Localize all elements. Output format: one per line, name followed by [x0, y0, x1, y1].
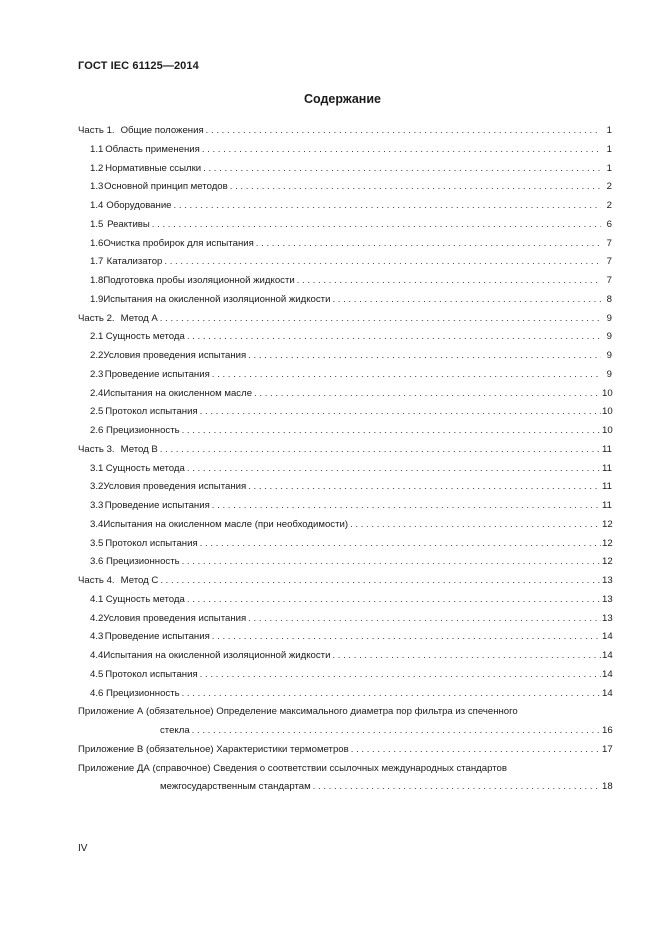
- toc-entry-label: Метод В: [120, 443, 158, 455]
- document-header: ГОСТ IEC 61125—2014: [78, 60, 199, 72]
- toc-entry-page: 11: [602, 481, 612, 493]
- toc-entry-page: 2: [606, 200, 612, 211]
- toc-entry[interactable]: [78, 272, 612, 291]
- toc-entry-page: 14: [602, 631, 613, 643]
- dot-leader: [256, 235, 601, 254]
- toc-entry-page: 2: [606, 181, 612, 193]
- dot-leader: [182, 685, 601, 704]
- toc-entry-page: 11: [602, 500, 612, 511]
- toc-entry-number: 1.1: [90, 143, 104, 155]
- dot-leader: [200, 403, 601, 422]
- toc-entry[interactable]: [78, 328, 612, 347]
- toc-title: Содержание: [303, 92, 381, 106]
- toc-entry-number: 1.2: [90, 162, 104, 174]
- toc-entry-page: 7: [606, 237, 612, 249]
- dot-leader: [297, 272, 601, 291]
- dot-leader: [182, 422, 601, 441]
- toc-entry-number: 4.6: [90, 687, 104, 699]
- toc-entry-label: Сущность метода: [105, 593, 185, 605]
- toc-entry-label: Сущность метода: [105, 331, 185, 343]
- dot-leader: [332, 291, 601, 310]
- dot-leader: [187, 460, 601, 479]
- toc-entry-page: 1: [606, 143, 612, 155]
- toc-entry-number: Часть 2.: [78, 312, 115, 324]
- toc-entry[interactable]: [78, 422, 612, 441]
- toc-entry-number: 4.2: [90, 612, 104, 624]
- toc-entry-label: Испытания на окисленном масле: [103, 387, 253, 399]
- toc-entry-label: Реактивы: [107, 218, 150, 230]
- appendix-entry-title[interactable]: Приложение А (обязательное) Определение максимального диаметра пор фильтра из спеченного: [78, 706, 518, 718]
- toc-entry-number: 1.6: [90, 237, 104, 249]
- dot-leader: [192, 722, 601, 741]
- toc-entry-page: 11: [602, 462, 612, 474]
- toc-entry-label: Протокол испытания: [105, 668, 198, 680]
- toc-entry-label: Очистка пробирок для испытания: [103, 237, 254, 249]
- toc-entry-page: 14: [602, 650, 613, 661]
- toc-entry-page: 12: [602, 518, 613, 530]
- toc-entry-label: Прецизионность: [105, 556, 180, 568]
- toc-entry-label: Условия проведения испытания: [103, 350, 247, 361]
- toc-entry[interactable]: [78, 197, 612, 216]
- appendix-entry-label: стекла: [160, 725, 190, 736]
- toc-entry-label: Испытания на окисленной изоляционной жидкости: [103, 293, 331, 305]
- toc-entry-page: 1: [606, 125, 612, 136]
- toc-entry-label: Испытания на окисленном масле (при необходимости): [103, 518, 349, 530]
- toc-entry-page: 9: [606, 368, 612, 380]
- dot-leader: [254, 385, 601, 404]
- toc-entry[interactable]: [78, 253, 612, 272]
- toc-entry-label: Основной принцип методов: [104, 181, 228, 193]
- toc-entry-number: Часть 1.: [78, 125, 115, 136]
- toc-entry-label: Проведение испытания: [104, 500, 210, 511]
- dot-leader: [187, 591, 601, 610]
- toc-entry-page: 13: [602, 575, 613, 586]
- page-number: IV: [78, 843, 88, 854]
- toc-entry[interactable]: [78, 216, 612, 235]
- toc-entry-label: Катализатор: [106, 256, 163, 268]
- appendix-entry-page: 16: [602, 725, 613, 736]
- toc-entry-number: 3.5: [90, 537, 104, 549]
- toc-entry-page: 10: [602, 406, 613, 418]
- toc-entry-label: Прецизионность: [105, 425, 180, 436]
- toc-entry-page: 12: [602, 537, 613, 549]
- toc-entry-label: Оборудование: [106, 200, 172, 211]
- dot-leader: [248, 478, 601, 497]
- toc-entry-number: 3.4: [90, 518, 104, 530]
- dot-leader: [160, 572, 601, 591]
- dot-leader: [206, 122, 601, 141]
- toc-entry-label: Проведение испытания: [104, 368, 210, 380]
- toc-entry-page: 12: [602, 556, 613, 568]
- toc-entry-label: Проведение испытания: [104, 631, 210, 643]
- toc-entry-number: 1.7: [90, 256, 104, 268]
- toc-entry-label: Общие положения: [120, 125, 204, 136]
- toc-entry-number: 3.1: [90, 462, 104, 474]
- dot-leader: [332, 647, 601, 666]
- toc-entry[interactable]: [78, 122, 612, 141]
- dot-leader: [182, 553, 601, 572]
- dot-leader: [200, 535, 601, 554]
- toc-entry-label: Протокол испытания: [105, 406, 198, 418]
- toc-entry-number: 4.5: [90, 668, 104, 680]
- toc-entry-number: 3.3: [90, 500, 104, 511]
- toc-entry-label: Метод С: [120, 575, 159, 586]
- toc-entry-page: 14: [602, 687, 613, 699]
- toc-entry-page: 1: [606, 162, 612, 174]
- toc-entry-page: 10: [602, 425, 613, 436]
- toc-entry-label: Область применения: [105, 143, 200, 155]
- toc-entry-number: 3.2: [90, 481, 104, 493]
- toc-entry-page: 9: [606, 350, 612, 361]
- toc-entry[interactable]: [78, 497, 612, 516]
- dot-leader: [203, 160, 601, 179]
- toc-entry[interactable]: [78, 178, 612, 197]
- toc-entry[interactable]: [78, 310, 612, 329]
- toc-entry-number: 4.4: [90, 650, 104, 661]
- dot-leader: [152, 216, 601, 235]
- dot-leader: [248, 610, 601, 629]
- toc-entry-number: 1.3: [90, 181, 104, 193]
- dot-leader: [160, 441, 601, 460]
- dot-leader: [212, 497, 601, 516]
- toc-entry-number: 2.6: [90, 425, 104, 436]
- toc-entry-number: 1.4: [90, 200, 104, 211]
- toc-entry-label: Сущность метода: [105, 462, 185, 474]
- toc-entry[interactable]: [78, 385, 612, 404]
- toc-entry[interactable]: [78, 572, 612, 591]
- toc-entry[interactable]: [78, 553, 612, 572]
- toc-entry[interactable]: [78, 403, 612, 422]
- appendix-entry-page: 18: [602, 781, 613, 793]
- toc-entry[interactable]: [78, 685, 612, 704]
- toc-entry[interactable]: [78, 141, 612, 160]
- toc-entry-number: Часть 4.: [78, 575, 115, 586]
- dot-leader: [160, 310, 601, 329]
- toc-entry-label: Прецизионность: [105, 687, 180, 699]
- toc-entry-number: 4.3: [90, 631, 104, 643]
- toc-entry-number: Часть 3.: [78, 443, 115, 455]
- toc-entry[interactable]: [78, 591, 612, 610]
- dot-leader: [202, 141, 601, 160]
- toc-entry-page: 9: [606, 312, 612, 324]
- toc-entry[interactable]: [78, 235, 612, 254]
- dot-leader: [350, 516, 601, 535]
- dot-leader: [200, 666, 601, 685]
- dot-leader: [248, 347, 601, 366]
- toc-entry[interactable]: [78, 666, 612, 685]
- toc-entry-number: 2.5: [90, 406, 104, 418]
- toc-entry-number: 2.1: [90, 331, 104, 343]
- toc-entry[interactable]: [78, 366, 612, 385]
- dot-leader: [313, 778, 601, 797]
- toc-entry-page: 11: [602, 443, 612, 455]
- toc-entry[interactable]: [78, 516, 612, 535]
- toc-entry[interactable]: [78, 478, 612, 497]
- appendix-entry[interactable]: [78, 741, 612, 760]
- dot-leader: [164, 253, 601, 272]
- toc-entry-page: 14: [602, 668, 613, 680]
- toc-entry-page: 13: [602, 612, 613, 624]
- toc-entry-number: 2.4: [90, 387, 104, 399]
- toc-entry[interactable]: [78, 291, 612, 310]
- toc-entry-label: Подготовка пробы изоляционной жидкости: [103, 275, 295, 286]
- toc-entry[interactable]: [78, 160, 612, 179]
- dot-leader: [351, 741, 601, 760]
- toc-entry-page: 6: [606, 218, 612, 230]
- toc-entry-label: Условия проведения испытания: [103, 612, 247, 624]
- appendix-entry[interactable]: [78, 722, 612, 741]
- dot-leader: [212, 628, 601, 647]
- appendix-entry-page: 17: [602, 743, 613, 755]
- appendix-entry-title[interactable]: Приложение ДА (справочное) Сведения о соответствии ссылочных международных стандартов: [78, 762, 507, 774]
- toc-entry-label: Испытания на окисленной изоляционной жидкости: [103, 650, 331, 661]
- toc-entry-number: 1.8: [90, 275, 104, 286]
- dot-leader: [187, 328, 601, 347]
- appendix-entry-label: Приложение В (обязательное) Характеристики термометров: [78, 743, 349, 755]
- toc-entry-label: Нормативные ссылки: [105, 162, 202, 174]
- appendix-entry-label: межгосударственным стандартам: [160, 781, 311, 793]
- table-of-contents: [78, 122, 612, 797]
- toc-entry[interactable]: [78, 535, 612, 554]
- toc-entry[interactable]: [78, 647, 612, 666]
- toc-entry-label: Метод А: [120, 312, 158, 324]
- toc-entry-number: 4.1: [90, 593, 104, 605]
- toc-entry-number: 2.3: [90, 368, 104, 380]
- toc-entry[interactable]: [78, 441, 612, 460]
- toc-entry[interactable]: [78, 610, 612, 629]
- toc-entry-page: 13: [602, 593, 613, 605]
- toc-entry-page: 7: [606, 256, 612, 268]
- toc-entry-page: 9: [606, 331, 612, 343]
- toc-entry-page: 8: [606, 293, 612, 305]
- toc-entry-number: 2.2: [90, 350, 104, 361]
- toc-entry-label: Протокол испытания: [105, 537, 198, 549]
- toc-entry-number: 1.9: [90, 293, 104, 305]
- toc-entry-label: Условия проведения испытания: [103, 481, 247, 493]
- toc-entry-page: 10: [602, 387, 613, 399]
- toc-entry-number: 3.6: [90, 556, 104, 568]
- toc-entry[interactable]: [78, 347, 612, 366]
- toc-entry[interactable]: [78, 460, 612, 479]
- appendix-entry[interactable]: [78, 778, 612, 797]
- dot-leader: [230, 178, 601, 197]
- dot-leader: [174, 197, 601, 216]
- toc-entry-number: 1.5: [90, 218, 104, 230]
- toc-entry[interactable]: [78, 628, 612, 647]
- toc-entry-page: 7: [606, 275, 612, 286]
- dot-leader: [212, 366, 601, 385]
